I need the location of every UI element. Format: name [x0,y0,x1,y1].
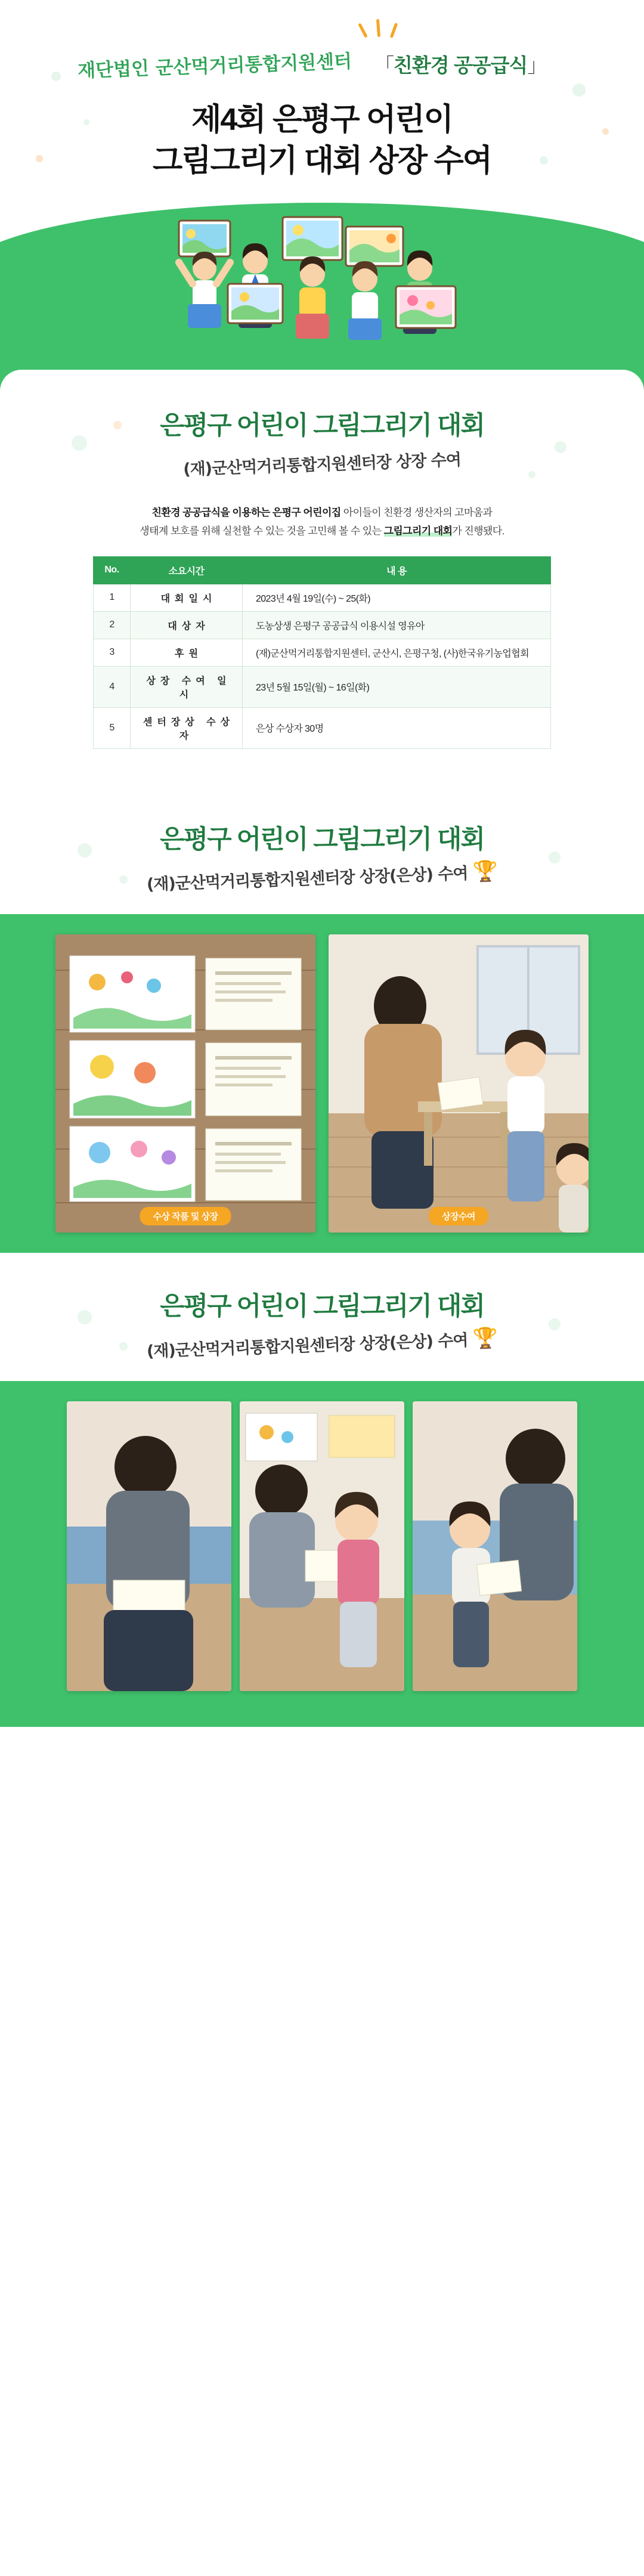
section3-photo-band [0,1381,644,1727]
photo-ceremony-1-image [67,1401,231,1691]
section1-subtitle: (재)군산먹거리통합지원센터장 상장 수여 [182,450,462,479]
sparkle-icon [357,18,410,45]
lead-highlight: 그림그리기 대회 [383,525,453,537]
section3-subtitle [0,1321,644,1367]
kids-illustration [155,179,489,358]
photo-ceremony-1 [67,1401,231,1691]
table-header-no: No. [94,556,131,584]
photo-caption: 수상 작품 및 상장 [140,1207,231,1225]
section3-title: 은평구 어린이 그림그리기 대회 [160,1292,484,1321]
photo-award-ceremony-image [329,934,589,1233]
section-info [0,370,644,786]
decoration-dot [78,843,92,857]
page-title-line1: 제4회 은평구 어린이 [191,103,453,137]
row-value: 도농상생 은평구 공공급식 이용시설 영유아 [243,611,551,639]
photo-caption: 상장수여 [429,1207,488,1225]
organization-name: 재단법인 군산먹거리통합지원센터 [77,50,352,82]
lead-text-1: 아이들이 친환경 생산자의 고마움과 [340,507,493,518]
trophy-icon: 🏆 [472,1326,498,1351]
table-row [94,611,551,639]
row-no: 5 [94,707,131,748]
lead-text-3: 가 진행됐다. [452,525,504,537]
decoration-dot [78,1310,92,1324]
badge-bracket-close: 」 [527,54,547,76]
section3 [0,1253,644,1381]
section1-lead-text [92,503,552,541]
decoration-dot [113,421,122,429]
badge-text: 친환경 공공급식 [394,54,528,76]
row-key: 대회일시 [131,584,243,611]
row-key: 상장 수여 일시 [131,666,243,707]
row-no: 3 [94,639,131,666]
trophy-icon: 🏆 [472,859,498,884]
section2-subtitle [0,854,644,900]
section2-subtitle-text: (재)군산먹거리통합지원센터장 상장(은상) 수여 [146,864,468,894]
photo-ceremony-3 [413,1401,577,1691]
row-no: 4 [94,666,131,707]
section2-photo-band [0,914,644,1253]
section2-title: 은평구 어린이 그림그리기 대회 [160,825,484,854]
page-title [0,100,644,181]
photo-ceremony-2 [240,1401,404,1691]
row-no: 1 [94,584,131,611]
row-key: 후원 [131,639,243,666]
table-header-duration: 소요시간 [131,556,243,584]
table-header-row [94,556,551,584]
hero-section [0,0,644,370]
photo-ceremony-2-image [240,1401,404,1691]
photo-award-ceremony [329,934,589,1233]
page-title-line2: 그림그리기 대회 상장 수여 [153,143,491,178]
row-value: 은상 수상자 30명 [243,707,551,748]
info-card [0,370,644,786]
photo-awarded-artworks [55,934,315,1233]
table-header-content: 내 용 [243,556,551,584]
table-row [94,666,551,707]
info-table [93,556,551,749]
table-row [94,584,551,611]
row-value: (재)군산먹거리통합지원센터, 군산시, 은평구청, (사)한국유기농업협회 [243,639,551,666]
row-value: 2023년 4월 19일(수) ~ 25(화) [243,584,551,611]
section3-subtitle-text: (재)군산먹거리통합지원센터장 상장(은상) 수여 [146,1331,468,1361]
row-no: 2 [94,611,131,639]
row-key: 센터장상 수상자 [131,707,243,748]
table-row [94,639,551,666]
section2 [0,786,644,914]
table-row [94,707,551,748]
eco-badge [354,47,566,82]
photo-ceremony-3-image [413,1401,577,1691]
row-key: 대상자 [131,611,243,639]
decoration-dot [72,435,87,451]
row-value: 23년 5월 15일(월) ~ 16일(화) [243,666,551,707]
section1-title: 은평구 어린이 그림그리기 대회 [160,411,484,440]
photo-awarded-artworks-image [55,934,315,1233]
lead-text-2: 생태계 보호를 위해 실천할 수 있는 것을 고민해 볼 수 있는 [140,525,384,537]
lead-bold-1: 친환경 공공급식을 이용하는 은평구 어린이집 [151,507,341,518]
badge-bracket-open: 「 [374,54,394,76]
decoration-dot [528,471,535,478]
